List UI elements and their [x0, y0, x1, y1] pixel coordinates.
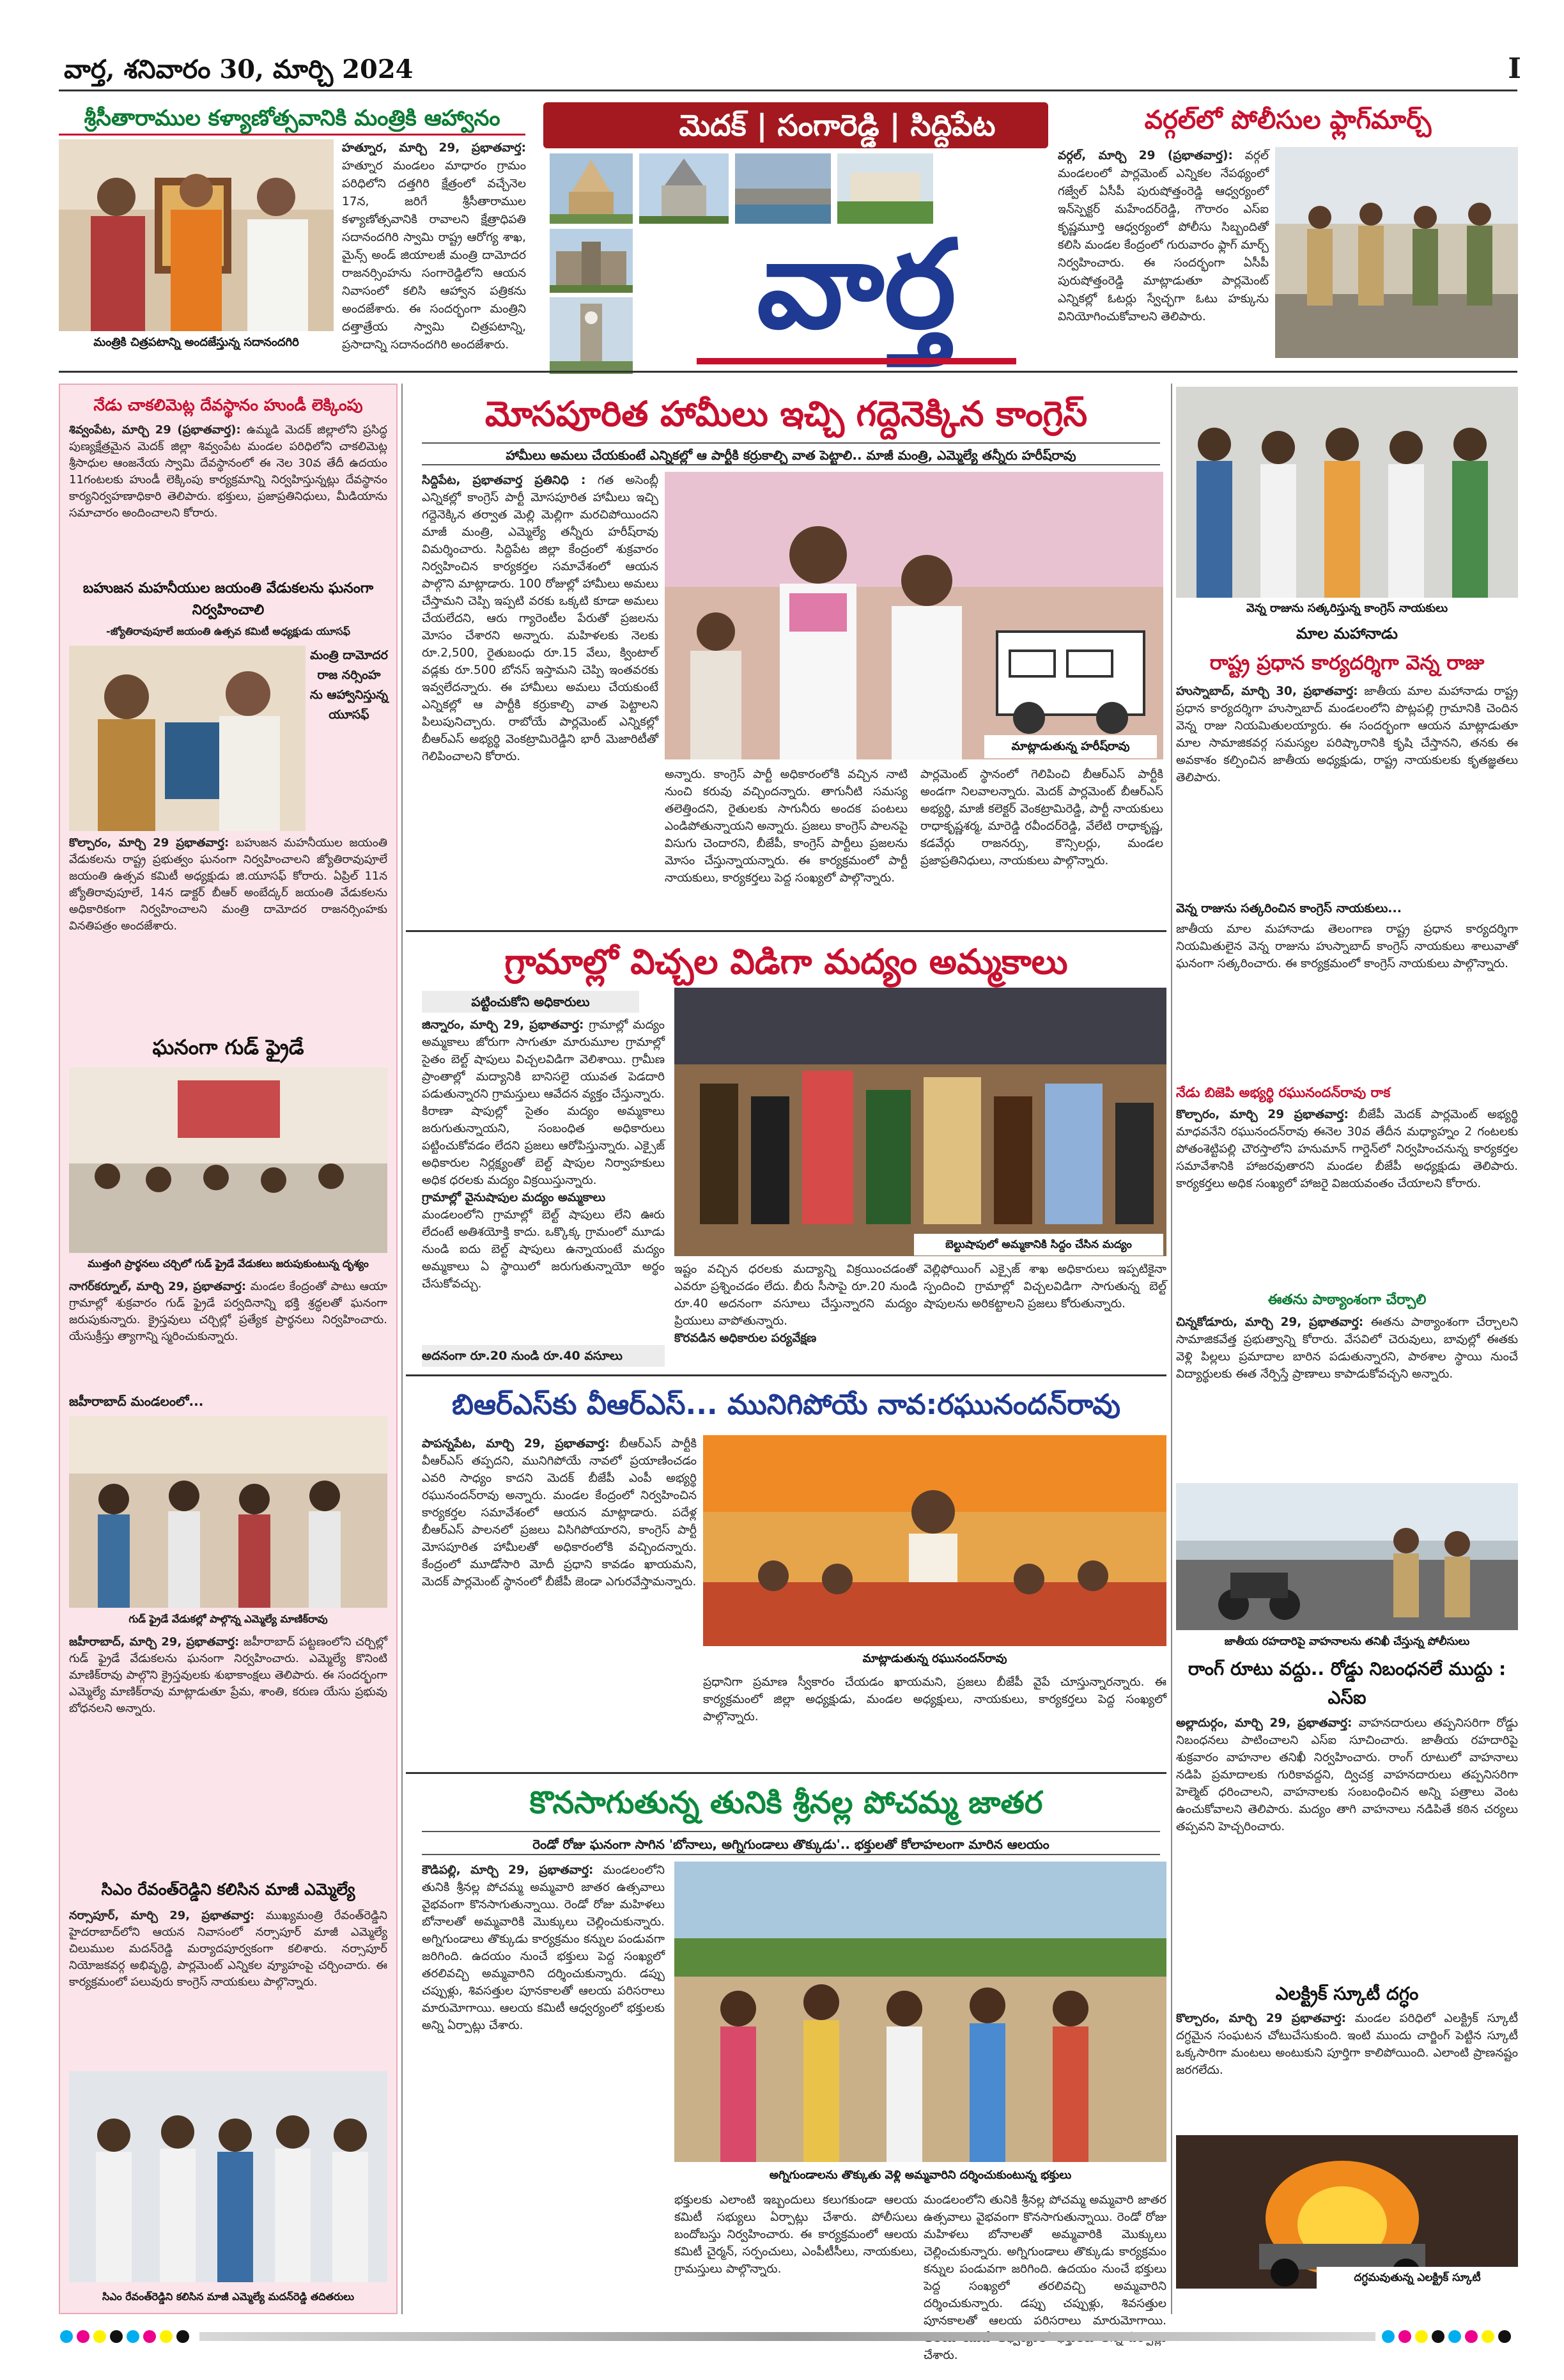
headline-liquor: గ్రామాల్లో విచ్చల విడిగా మద్యం అమ్మకాలు — [504, 942, 1068, 982]
reg-dot-black — [110, 2330, 123, 2343]
body-flagmarch: వర్గల్ మండలంలో పార్లమెంట్ ఎన్నికల నేపథ్యంలో గజ్వేల్ ఏసీపీ పురుషోత్తంరెడ్డి ఆధ్వర్యంలో ఇన్‌స్పెక్టర్ మహేందర్‌రెడ్డి, గౌరారం ఎస్ఐ కృష్ణమూర్తి ఆధ్వర్యంలో పోలీసు సిబ్బందితో కలిసి మండల కేంద్రంలో గురువారం ఫ్లాగ్ మార్చ్ నిర్వహించారు. ఈ సందర్భంగా ఏసీపీ పురుషోత్తంరెడ్డి మాట్లాడుతూ పార్లమెంట్ ఎన్నికల్లో ఓటర్లు స్వేచ్ఛగా ఓటు హక్కును వినియోగించుకోవాలని తెలిపారు. — [1058, 149, 1269, 323]
reg-dot-cyan-4 — [1448, 2330, 1461, 2343]
body-venna-raju: జాతీయ మాల మహానాడు రాష్ట్ర ప్రధాన కార్యదర్శిగా హుస్నాబాద్ మండలంలోని పొట్లపల్లి గ్రామానికి చెందిన వెన్న రాజు నియమితులయ్యారు. ఈ సందర్భంగా ఆయన మాట్లాడుతూ మాల సామాజికవర్గ సమస్యల పరిష్కారానికి కృషి చేస్తానని, తనకు ఈ అవకాశం కల్పించిన జాతీయ అధ్యక్షుడు, రాష్ట్ర నాయకులకు కృతజ్ఞతలు తెలిపారు. — [1176, 685, 1519, 784]
body-scooty-fire: మండల పరిధిలో ఎలక్ట్రిక్ స్కూటీ దగ్ధమైన సంఘటన చోటుచేసుకుంది. ఇంటి ముందు చార్జింగ్ పెట్టిన స్కూటీ ఒక్కసారిగా మంటలు అంటుకుని పూర్తిగా కాలిపోయింది. ఎలాంటి ప్రాణనష్టం జరగలేదు. — [1176, 2012, 1518, 2077]
body-jatara-3: మండలంలోని తునికి శ్రీనల్ల పోచమ్మ అమ్మవారి జాతర ఉత్సవాలు వైభవంగా కొనసాగుతున్నాయి. రెండో రోజు మహిళలు బోనాలతో అమ్మవారికి మొక్కులు చెల్లించుకున్నారు. అగ్నిగుండాలు తొక్కుడు కార్యక్రమం కన్నుల పండువగా జరిగింది. ఉదయం నుంచే భక్తులు పెద్ద సంఖ్యలో తరలివచ్చి అమ్మవారిని దర్శించుకున్నారు. డప్పు చప్పుళ్లు, శివసత్తుల పూనకాలతో ఆలయ పరిసరాలు మారుమోగాయి. చేశారు. — [924, 2193, 1166, 2362]
sidecap-bahujana: మంత్రి దామోదర రాజ నర్సింహ ను ఆహ్వానిస్తున్న యూసఫ్ — [309, 648, 389, 722]
dateline-jatara: కౌడిపల్లి, మార్చి 29, ప్రభాతవార్త: — [422, 1863, 594, 1877]
body-cm-meet: ముఖ్యమంత్రి రేవంత్‌రెడ్డిని హైదరాబాద్‌లోని ఆయన నివాసంలో నర్సాపూర్ మాజీ ఎమ్మెల్యే చిలుముల మదన్‌రెడ్డి మర్యాదపూర్వకంగా కలిశారు. నర్సాపూర్ నియోజకవర్గ అభివృద్ధి, పార్లమెంట్ ఎన్నికల వ్యూహంపై చర్చించారు. ఈ కార్యక్రమంలో పలువురు కాంగ్రెస్ నాయకులు పాల్గొన్నారు. — [69, 1909, 387, 1989]
photo-fort — [550, 229, 633, 293]
reg-dot-black-4 — [1498, 2330, 1511, 2343]
text-kalyanotsavam — [342, 139, 526, 355]
body-liquor-4: వెల్లిఫోయింగ్ ఎక్సైజ్ శాఖ అధికారులు ఇప్పటికైనా స్పందించి గ్రామాల్లో విచ్చలవిడిగా సాగుతున్న బెల్ట్ షాపులను అరికట్టాలని ప్రజలు కోరుతున్నారు. — [924, 1263, 1166, 1311]
reg-dot-magenta-4 — [1465, 2330, 1478, 2343]
text-liquor-b — [674, 1261, 917, 1369]
logo-underline — [697, 358, 1016, 364]
headline-zaheerabad: జహీరాబాద్ మండలంలో... — [69, 1394, 204, 1409]
headline-venna-raju: రాష్ట్ర ప్రధాన కార్యదర్శిగా వెన్న రాజు — [1209, 651, 1485, 674]
text-liquor-c — [924, 1261, 1166, 1369]
text-zaheerabad — [69, 1634, 387, 1871]
body-liquor-1: గ్రామాల్లో మద్యం అమ్మకాలు జోరుగా సాగుతూ మారుమూల గ్రామాల్లో సైతం బెల్ట్ షాపులు విచ్చలవిడిగా వెలిశాయి. గ్రామీణ ప్రాంతాల్లో మద్యానికి బానిసలై యువత పెడదారి పడుతున్నారని గ్రామస్తులు ఆవేదన వ్యక్తం చేస్తున్నారు. కిరాణా షాపుల్లో సైతం మద్యం అమ్మకాలు జరుగుతున్నాయని, సంబంధిత అధికారులు పట్టించుకోవడం లేదని ప్రజలు ఆరోపిస్తున్నారు. ఎక్సైజ్ అధికారుల నిర్లక్ష్యంతో బెల్ట్ షాపుల నిర్వాహకులు అధిక ధరలకు మద్యం విక్రయిస్తున్నారు. — [422, 1018, 665, 1187]
photo-scooty-fire — [1176, 2135, 1518, 2289]
photo-cm-meet — [69, 2071, 387, 2282]
text-swimming — [1176, 1314, 1518, 1479]
body-zaheerabad: జహీరాబాద్ పట్టణంలోని చర్చిల్లో గుడ్ ఫ్రైడే వేడుకలను ఘనంగా నిర్వహించారు. ఎమ్మెల్యే కొనింటి మాణిక్‌రావు పాల్గొని క్రైస్తవులకు శుభాకాంక్షలు తెలిపారు. ఈ సందర్భంగా ఎమ్మెల్యే మాణిక్‌రావు మాట్లాడుతూ ప్రేమ, శాంతి, కరుణ యేసు ప్రభువు బోధనలని అన్నారు. — [69, 1635, 387, 1715]
reg-dot-cyan-2 — [127, 2330, 139, 2343]
folio-rule — [59, 89, 1517, 91]
photo-venna-raju — [1176, 387, 1518, 598]
body-hundi: ఉమ్మడి మెదక్ జిల్లాలోని ప్రసిద్ధ పుణ్యక్షేత్రమైన మెదక్ జిల్లా శివ్వంపేట మండల పరిధిలోని చాకలిమెట్ల శ్రీసాధుల ఆంజనేయ స్వామి దేవస్థానంలో ఈ నెల 30వ తేదీ ఉదయం 11గంటలకు హుండీ లెక్కింపు కార్యక్రమాన్ని నిర్వహిస్తున్నట్లు దేవస్థానం కార్యనిర్వహణాధికారి తెలిపారు. భక్తులు, ప్రజాప్రతినిధులు, మీడియాను సమాచారం అందించాలని కోరారు. — [69, 423, 387, 520]
body-brs-2: ప్రధానిగా ప్రమాణ స్వీకారం చేయడం ఖాయమని, ప్రజలు బీజేపీ వైపే చూస్తున్నారన్నారు. ఈ కార్యక్రమంలో జిల్లా అధ్యక్షుడు, మండల అధ్యక్షులు, నాయకులు, కార్యకర్తలు పెద్ద సంఖ్యలో పాల్గొన్నారు. — [703, 1676, 1166, 1723]
body-liquor-3: ఇష్టం వచ్చిన ధరలకు మద్యాన్ని విక్రయించడంతో ఎవరూ ప్రశ్నించడం లేదు. బీరు సీసాపై రూ.20 నుండి రూ.40 అదనంగా వసూలు చేస్తున్నారని మద్యం ప్రియులు వాపోతున్నారు. — [674, 1263, 917, 1328]
reg-dot-yellow-4 — [1482, 2330, 1494, 2343]
column-rule-right — [1171, 384, 1172, 2314]
caption-zaheerabad: గుడ్ ఫ్రైడే వేడుకల్లో పాల్గొన్న ఎమ్మెల్యే మాణిక్‌రావు — [128, 1613, 328, 1625]
body-jatara-2: భక్తులకు ఎలాంటి ఇబ్బందులు కలుగకుండా ఆలయ కమిటీ సభ్యులు ఏర్పాట్లు చేశారు. పోలీసులు బందోబస్తు నిర్వహించారు. ఈ కార్యక్రమంలో ఆలయ కమిటీ చైర్మన్, సర్పంచులు, ఎంపీటీసీలు, నాయకులు, గ్రామస్తులు పాల్గొన్నారు. — [674, 2193, 917, 2276]
text-hundi — [69, 422, 387, 575]
reg-dot-black-3 — [1432, 2330, 1444, 2343]
kicker-liquor: పట్టించుకోని అధికారులు — [422, 991, 639, 1013]
caption-venna-raju: వెన్న రాజును సత్కరిస్తున్న కాంగ్రెస్ నాయకులు — [1176, 598, 1518, 619]
dateline-congress: సిద్దిపేట, ప్రభాతవార్త ప్రతినిధి : — [422, 474, 586, 487]
photo-flagmarch — [1275, 147, 1518, 358]
subhead-liquor-2: కొరవడిన అధికారుల పర్యవేక్షణ — [674, 1332, 817, 1345]
reg-dot-cyan-3 — [1382, 2330, 1395, 2343]
photo-jatara — [674, 1862, 1166, 2162]
photo-zaheerabad — [69, 1416, 387, 1608]
text-congress-a — [422, 472, 658, 922]
photo-harish-rao — [665, 472, 1163, 759]
dateline-scooty-fire: కొల్చారం, మార్చి 29 ప్రభాతవార్త: — [1176, 2012, 1346, 2025]
dateline-bjp-visit: కొల్చారం, మార్చి 29 ప్రభాతవార్త: — [1176, 1108, 1349, 1121]
edition-title: మెదక్ | సంగారెడ్డి | సిద్దిపేట — [679, 108, 996, 143]
photo-raghunandan — [703, 1435, 1166, 1646]
top-section-rule — [59, 371, 1517, 373]
dateline-hundi: శివ్వంపేట, మార్చి 29 (ప్రభాతవార్త): — [69, 423, 241, 437]
photo-minister-kalyanotsavam — [59, 139, 334, 331]
rule-after-brs — [406, 1772, 1166, 1774]
column-rule-left — [401, 384, 403, 2314]
headline-swimming: ఈతను పాఠ్యాంశంగా చేర్చాలి — [1267, 1292, 1427, 1308]
dateline-flagmarch: వర్గల్, మార్చి 29 (ప్రభాతవార్త): — [1058, 149, 1233, 162]
text-brs-a — [422, 1435, 697, 1768]
caption-cm-meet: సిఎం రేవంత్‌రెడ్డిని కలిసిన మాజీ ఎమ్మెల్యే మదన్‌రెడ్డి తదితరులు — [102, 2291, 355, 2303]
text-bahujana — [69, 835, 387, 1027]
text-venna-raju — [1176, 683, 1518, 894]
headline-jatara: కొనసాగుతున్న తునికి శ్రీనల్ల పోచమ్మ జాతర — [529, 1785, 1043, 1821]
headline-cm-meet: సిఎం రేవంత్‌రెడ్డిని కలిసిన మాజీ ఎమ్మెల్యే — [101, 1880, 355, 1899]
body-congress-2: అన్నారు. కాంగ్రెస్ పార్టీ అధికారంలోకి వచ్చిన నాటి నుంచి కరువు వచ్చిందన్నారు. తాగునీటి సమస్య తలెత్తిందని, రైతులకు సాగునీరు అందక పంటలు ఎండిపోతున్నాయని అన్నారు. ప్రజలు కాంగ్రెస్ పాలనపై విసుగు చెందారని, బీజేపీ, కాంగ్రెస్ పార్టీలు ప్రజలను మోసం చేస్తున్నాయన్నారు. ఈ కార్యక్రమంలో పార్టీ నాయకులు, కార్యకర్తలు పెద్ద సంఖ్యలో పాల్గొన్నారు. — [665, 768, 908, 885]
footer-registration-bar — [59, 2327, 1517, 2346]
photo-good-friday — [69, 1068, 387, 1253]
headline-congress: మోసపూరిత హామీలు ఇచ్చి గద్దెనెక్కిన కాంగ్రెస్ — [484, 394, 1088, 434]
headline-flagmarch: వర్గల్‌లో పోలీసుల ఫ్లాగ్‌మార్చ్ — [1144, 105, 1432, 135]
caption-raghunandan: మాట్లాడుతున్న రఘునందన్‌రావు — [703, 1648, 1166, 1670]
rule-after-main — [406, 930, 1166, 932]
stat-liquor: అదనంగా రూ.20 నుండి రూ.40 వసూలు — [422, 1345, 665, 1367]
body-liquor-2: మండలంలోని గ్రామాల్లో బెల్ట్ షాపులు లేని ఊరు లేదంటే అతిశయోక్తి కాదు. ఒక్కొక్క గ్రామంలో మూడు నుండి ఐదు బెల్ట్ షాపులు ఉన్నాయంటే మద్యం అమ్మకాలు ఏ స్థాయిలో జరుగుతున్నాయో అర్థం చేసుకోవచ్చు. — [422, 1208, 665, 1291]
body-venna-felicitation: జాతీయ మాల మహానాడు తెలంగాణ రాష్ట్ర ప్రధాన కార్యదర్శిగా నియమితులైన వెన్న రాజును హుస్నాబాద్ కాంగ్రెస్ నాయకులు శాలువాతో ఘనంగా సత్కరించారు. ఈ కార్యక్రమంలో కాంగ్రెస్ నాయకులు పాల్గొన్నారు. — [1176, 922, 1518, 970]
text-congress-b — [665, 766, 908, 924]
paper-logo: వార్త — [757, 213, 956, 355]
dateline-cm-meet: నర్సాపూర్, మార్చి 29, ప్రభాతవార్త: — [69, 1909, 255, 1922]
dateline-bahujana: కొల్చారం, మార్చి 29 ప్రభాతవార్త: — [69, 836, 229, 850]
body-good-friday: మండల కేంద్రంతో పాటు ఆయా గ్రామాల్లో శుక్రవారం గుడ్ ఫ్రైడే పర్వదినాన్ని భక్తి శ్రద్ధలతో ఘనంగా జరుపుకున్నారు. క్రైస్తవులు చర్చిల్లో ప్రత్యేక ప్రార్థనలు నిర్వహించారు. యేసుక్రీస్తు త్యాగాన్ని స్మరించుకున్నారు. — [69, 1280, 387, 1343]
text-bjp-visit — [1176, 1106, 1518, 1285]
text-flagmarch — [1058, 147, 1269, 358]
text-wrong-route — [1176, 1715, 1518, 1977]
dateline-venna-raju: హుస్నాబాద్, మార్చి 30, ప్రభాతవార్త: — [1176, 685, 1358, 698]
caption-liquor: బెల్టుషాపులో అమ్మకానికి సిద్దం చేసిన మద్యం — [914, 1234, 1163, 1256]
reg-dot-black-2 — [176, 2330, 189, 2343]
deck-congress: హామీలు అమలు చేయకుంటే ఎన్నికల్లో ఆ పార్టీకి కర్రుకాల్చి వాత పెట్టాలి.. మాజీ మంత్రి, ఎమ్మెల్యే తన్నీరు హరీష్‌రావు — [422, 442, 1160, 465]
body-wrong-route: వాహనదారులు తప్పనిసరిగా రోడ్డు నిబంధనలు పాటించాలని ఎస్ఐ సూచించారు. జాతీయ రహదారిపై శుక్రవారం వాహనాల తనిఖీ నిర్వహించారు. రాంగ్ రూటులో వాహనాలు నడిపి ప్రమాదాలకు గురికావద్దని, ద్విచక్ర వాహనదారులు తప్పనిసరిగా హెల్మెట్ ధరించాలని, వాహనాలకు సంబంధించిన అన్ని పత్రాలు వెంట ఉంచుకోవాలని తెలిపారు. మద్యం తాగి వాహనాలు నడిపితే కఠిన చర్యలు తప్పవని హెచ్చరించారు. — [1176, 1716, 1518, 1833]
reg-dot-yellow-3 — [1415, 2330, 1428, 2343]
photo-clock-tower — [550, 297, 633, 374]
dateline-wrong-route: అల్లాదుర్గం, మార్చి 29, ప్రభాతవార్త: — [1176, 1716, 1352, 1730]
caption-kalyanotsavam: మంత్రికి చిత్రపటాన్ని అందజేస్తున్న సదానందగిరి — [59, 331, 334, 354]
headline-wrong-route: రాంగ్ రూటు వద్దు.. రోడ్డు నిబంధనలే ముద్దు : ఎస్ఐ — [1188, 1658, 1506, 1708]
headline-hundi: నేడు చాకలిమెట్ల దేవస్థానం హుండీ లెక్కింపు — [93, 396, 363, 414]
text-venna-felicitation — [1176, 921, 1518, 1077]
rule-after-liquor — [406, 1374, 1166, 1376]
dateline-zaheerabad: జహీరాబాద్, మార్చి 29, ప్రభాతవార్త: — [69, 1635, 240, 1649]
body-brs-1: బీఆర్ఎస్ పార్టీకి వీఆర్ఎస్ తప్పదని, మునిగిపోయే నావలో ప్రయాణించడం ఎవరి సాధ్యం కాదని మెదక్ బీజేపీ ఎంపీ అభ్యర్థి రఘునందన్‌రావు అన్నారు. మండల కేంద్రంలో నిర్వహించిన కార్యకర్తల సమావేశంలో ఆయన మాట్లాడారు. పదేళ్ల బీఆర్ఎస్ పాలనలో ప్రజలు విసిగిపోయారని, కాంగ్రెస్ పార్టీ మోసపూరిత హామీలతో అధికారంలోకి వచ్చిందన్నారు. కేంద్రంలో మూడోసారి మోదీ ప్రధాని కావడం ఖాయమని, మెదక్ పార్లమెంట్ స్థానంలో బీజేపీ జెండా ఎగురవేస్తామన్నారు. — [422, 1437, 697, 1589]
headline-bjp-visit: నేడు బిజెపి అభ్యర్థి రఘునందన్‌రావు రాక — [1176, 1085, 1391, 1100]
deck-jatara: రెండో రోజు ఘనంగా సాగిన 'బోనాలు, అగ్నిగుండాలు తొక్కుడు'.. భక్తులతో కోలాహలంగా మారిన ఆలయం — [422, 1831, 1160, 1855]
text-congress-c — [920, 766, 1163, 924]
headline-good-friday: ఘనంగా గుడ్ ఫ్రైడే — [152, 1035, 304, 1059]
photo-vehicle-check — [1176, 1483, 1518, 1630]
photo-bahujana — [69, 646, 306, 831]
caption-good-friday: ముత్తంగి ప్రార్థనలు చర్చిలో గుడ్ ఫ్రైడే వేడుకలు జరుపుకుంటున్న దృశ్యం — [88, 1257, 369, 1270]
dateline-kalyanotsavam: హత్నూర, మార్చి 29, ప్రభాతవార్త: — [342, 141, 526, 155]
text-cm-meet — [69, 1908, 387, 2065]
text-jatara-a — [422, 1862, 665, 2315]
reg-dot-yellow — [93, 2330, 106, 2343]
text-good-friday — [69, 1279, 387, 1392]
dateline-good-friday: నాగర్‌కర్నూల్, మార్చి 29, ప్రభాతవార్త: — [69, 1280, 247, 1293]
caption-jatara: అగ్నిగుండాలను తొక్కుతు వెళ్లి అమ్మవారిని దర్శించుకుంటున్న భక్తులు — [674, 2164, 1166, 2187]
text-scooty-fire — [1176, 2010, 1518, 2131]
reg-dot-cyan — [60, 2330, 73, 2343]
reg-dot-magenta-2 — [143, 2330, 156, 2343]
caption-vehicle-check: జాతీయ రహదారిపై వాహనాలను తనిఖీ చేస్తున్న పోలీసులు — [1176, 1631, 1518, 1652]
body-congress-3: పార్లమెంట్ స్థానంలో గెలిపించి బీఆర్ఎస్ పార్టీకి అండగా నిలవాలన్నారు. మెదక్ పార్లమెంట్ బీఆర్ఎస్ అభ్యర్థి, మాజీ కలెక్టర్ వెంకట్రామిరెడ్డి, పార్టీ నాయకులు రాధాకృష్ణశర్మ, మారెడ్డి రవీందర్‌రెడ్డి, వేలేటి రాధాకృష్ణ, కడవేర్గు రాజనర్సు, కౌన్సిలర్లు, మండల ప్రజాప్రతినిధులు, నాయకులు పాల్గొన్నారు. — [920, 768, 1163, 867]
page-number: I — [1508, 52, 1521, 85]
edition-banner — [543, 102, 1048, 148]
reg-dot-yellow-2 — [160, 2330, 173, 2343]
kicker-mala: మాల మహానాడు — [1296, 625, 1398, 642]
dateline-brs: పాపన్నపేట, మార్చి 29, ప్రభాతవార్త: — [422, 1437, 610, 1451]
caption-harish-rao: మాట్లాడుతున్న హరీష్‌రావు — [984, 735, 1157, 758]
body-jatara-1: మండలంలోని తునికి శ్రీనల్ల పోచమ్మ అమ్మవారి జాతర ఉత్సవాలు వైభవంగా కొనసాగుతున్నాయి. రెండో రోజు మహిళలు బోనాలతో అమ్మవారికి మొక్కులు చెల్లించుకున్నారు. అగ్నిగుండాలు తొక్కుడు కార్యక్రమం కన్నుల పండువగా జరిగింది. ఉదయం నుంచే భక్తులు పెద్ద సంఖ్యలో తరలివచ్చి అమ్మవారిని దర్శించుకున్నారు. డప్పు చప్పుళ్లు, శివసత్తుల పూనకాలతో ఆలయ పరిసరాలు మారుమోగాయి. ఆలయ కమిటీ ఆధ్వర్యంలో భక్తులకు అన్ని ఏర్పాట్లు చేశారు. — [422, 1863, 665, 2032]
headline-kalyanotsavam: శ్రీసీతారాముల కళ్యాణోత్సవానికి మంత్రికి ఆహ్వానం — [59, 101, 525, 136]
body-congress-1: గత అసెంబ్లీ ఎన్నికల్లో కాంగ్రెస్ పార్టీ మోసపూరిత హామీలు ఇచ్చి గద్దెనెక్కిన తర్వాత మెల్లి మెల్లిగా మరచిపోయిందని మాజీ మంత్రి, ఎమ్మెల్యే తన్నీరు హరీష్‌రావు విమర్శించారు. సిద్దిపేట జిల్లా కేంద్రంలో శుక్రవారం నిర్వహించిన కార్యకర్తల సమావేశంలో ఆయన పాల్గొని మాట్లాడారు. 100 రోజుల్లో హామీలు అమలు చేస్తామని చెప్పి ఇప్పటి వరకు ఒక్కటి కూడా అమలు చేయలేదని, ఆరు గ్యారెంటీల పేరుతో ప్రజలను మోసం చేశారని అన్నారు. మహిళలకు నెలకు రూ.2,500, రైతుబంధు రూ.15 వేలు, క్వింటాల్ వడ్లకు రూ.500 బోనస్ ఇస్తామని చెప్పి ఇంతవరకు ఇవ్వలేదన్నారు. ఈ హామీలు అమలు చేయకుంటే ఎన్నికల్లో ఆ పార్టీకి కర్రుకాల్చి వాత పెట్టాలని పిలుపునిచ్చారు. రాబోయే పార్లమెంట్ ఎన్నికల్లో బీఆర్ఎస్ అభ్యర్థి వెంకట్రామిరెడ్డిని భారీ మెజారిటీతో గెలిపించాలని కోరారు. — [422, 474, 658, 763]
byline-bahujana: -జ్యోతిరావుపూలే జయంతి ఉత్సవ కమిటీ అధ్యక్షుడు యూసఫ్ — [106, 625, 350, 637]
text-liquor-a — [422, 1016, 665, 1342]
headline-scooty-fire: ఎలక్ట్రిక్ స్కూటీ దగ్ధం — [1275, 1983, 1419, 2004]
text-jatara-c — [924, 2191, 1166, 2362]
body-kalyanotsavam: హత్నూర మండలం మాధారం గ్రామం పరిధిలోని దత్తగిరి క్షేత్రంలో వచ్చేనెల 17న, జరిగే శ్రీసీతారాముల కళ్యాణోత్సవానికి రావాలని క్షేత్రాధిపతి సదానందగిరి స్వామి రాష్ట్ర ఆరోగ్య శాఖ, మైన్స్ అండ్ జియాలజీ మంత్రి దామోదర రాజనర్సింహను సంగారెడ్డిలోని ఆయన నివాసంలో కలిసి ఆహ్వాన పత్రికను అందజేశారు. ఈ సందర్భంగా మంత్రిని దత్తాత్రేయ స్వామి చిత్రపటాన్ని, ప్రసాదాన్ని సదానందగిరి అందజేశారు. — [342, 159, 526, 352]
dateline-swimming: చిన్నకోడూరు, మార్చి 29, ప్రభాతవార్త: — [1176, 1316, 1364, 1329]
reg-dot-magenta-3 — [1398, 2330, 1411, 2343]
subhead-liquor: గ్రామాల్లో వైనుషాపుల మద్యం అమ్మకాలు — [422, 1191, 606, 1204]
headline-bahujana: బహుజన మహనీయుల జయంతి వేడుకలను ఘనంగా నిర్వహించాలి — [82, 580, 374, 618]
headline-brs: బిఆర్ఎస్‌కు వీఆర్ఎస్... మునిగిపోయే నావ:రఘునందన్‌రావు — [452, 1388, 1120, 1421]
photo-liquor — [674, 988, 1166, 1256]
text-brs-b — [703, 1674, 1166, 1769]
dateline-liquor: జిన్నారం, మార్చి 29, ప్రభాతవార్త: — [422, 1018, 584, 1032]
text-jatara-b — [674, 2191, 917, 2315]
body-bahujana: బహుజన మహనీయుల జయంతి వేడుకలను రాష్ట్ర ప్రభుత్వం ఘనంగా నిర్వహించాలని జ్యోతిరావుపూలే జయంతి ఉత్సవ కమిటీ అధ్యక్షుడు జి.యూసఫ్ కోరారు. ఏప్రిల్ 11న జ్యోతిరావుపూలే, 14న డాక్టర్ బీఆర్ అంబేద్కర్ జయంతి వేడుకలను అధికారికంగా నిర్వహించాలని మంత్రి దామోదర రాజనర్సింహకు వినతిపత్రం అందజేశారు. — [69, 836, 387, 933]
reg-dot-magenta — [77, 2330, 89, 2343]
body-bjp-visit: బీజేపీ మెదక్ పార్లమెంట్ అభ్యర్థి మాధవనేని రఘునందన్‌రావు ఈనెల 30వ తేదీన మధ్యాహ్నం 2 గంటలకు పోతంశెట్టిపల్లి చౌరస్తాలోని హనుమాన్ గార్డెన్‌లో నిర్వహించనున్న కార్యకర్తల సమావేశానికి హాజరవుతారని మండల బీజేపీ అధ్యక్షుడు తెలిపారు. కార్యకర్తలు అధిక సంఖ్యలో హాజరై విజయవంతం చేయాలని కోరారు. — [1176, 1108, 1518, 1190]
page-folio: వార్త, శనివారం 30, మార్చి 2024 — [64, 54, 414, 84]
footer-gradient — [199, 2332, 1375, 2341]
caption-scooty-fire: దగ్ధమవుతున్న ఎలక్ట్రిక్ స్కూటీ — [1317, 2267, 1518, 2289]
photo-temple-top — [550, 153, 633, 224]
body-swimming: ఈతను పాఠ్యాంశంగా చేర్చాలని సామాజికవేత్త ప్రభుత్వాన్ని కోరారు. వేసవిలో చెరువులు, బావుల్లో ఈతకు వెళ్లి పిల్లలు ప్రమాదాల బారిన పడుతున్నారని, పాఠశాల స్థాయి నుంచే విద్యార్థులకు ఈత నేర్పిస్తే ప్రాణాలు కాపాడుకోవచ్చని అన్నారు. — [1176, 1316, 1518, 1381]
headline-venna-felicitation: వెన్న రాజును సత్కరించిన కాంగ్రెస్ నాయకులు... — [1176, 901, 1402, 915]
